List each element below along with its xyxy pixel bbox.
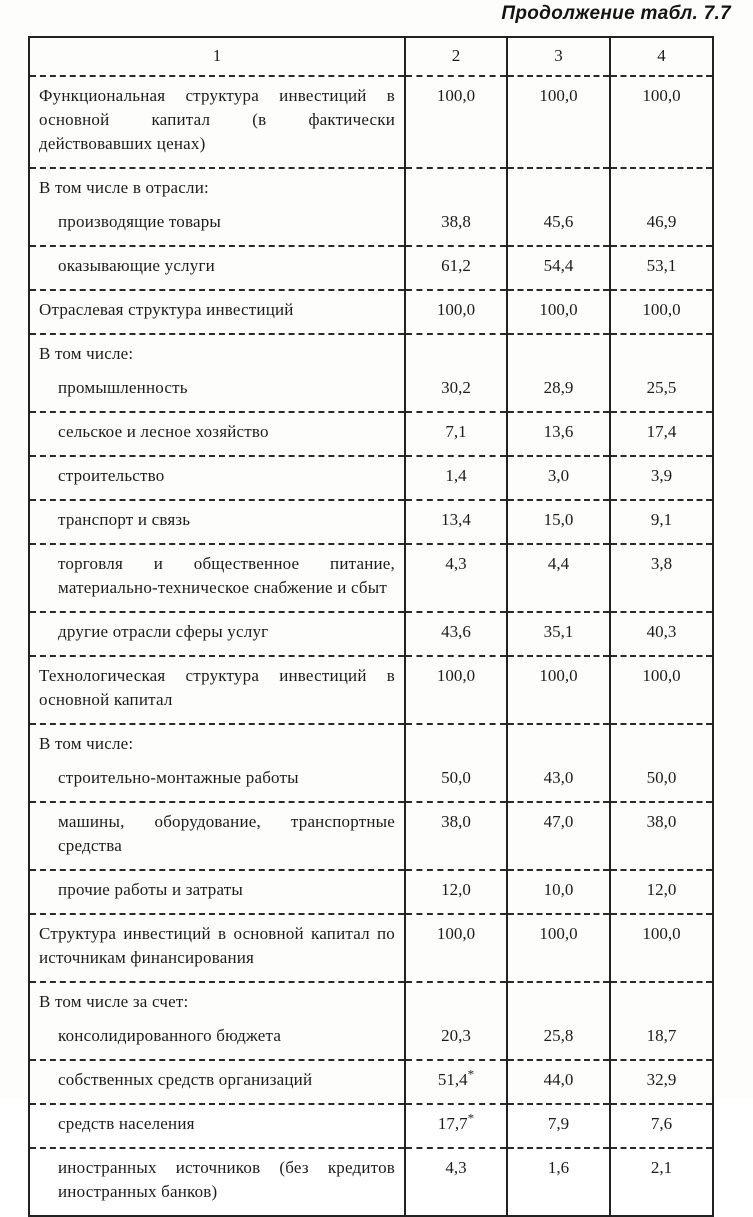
table-row — [29, 759, 713, 802]
table-header-row — [29, 37, 713, 76]
row-value-col-3: 44,0 — [507, 1060, 610, 1104]
column-header-4: 4 — [610, 37, 713, 76]
row-value-col-3: 100,0 — [507, 76, 610, 168]
row-value-col-2: 38,0 — [405, 802, 507, 870]
table-row — [29, 456, 713, 500]
row-value-col-4: 100,0 — [610, 290, 713, 334]
row-value-col-2: 13,4 — [405, 500, 507, 544]
row-label: другие отрасли сферы услуг — [29, 612, 405, 656]
row-label: оказывающие услуги — [29, 246, 405, 290]
row-value-col-2: 100,0 — [405, 914, 507, 982]
row-value-col-3: 3,0 — [507, 456, 610, 500]
row-label: Отраслевая структура инвестиций — [29, 290, 405, 334]
continuation-title: Продолжение табл. 7.7 — [501, 3, 731, 24]
row-value-col-3: 25,8 — [507, 1017, 610, 1060]
row-label: торговля и общественное питание, материально-техническое снабжение и сбыт — [29, 544, 405, 612]
row-value-col-3: 1,6 — [507, 1148, 610, 1216]
column-header-2: 2 — [405, 37, 507, 76]
row-value-col-2: 7,1 — [405, 412, 507, 456]
row-label: Технологическая структура инвестиций в основной капитал — [29, 656, 405, 724]
row-value-col-3 — [507, 334, 610, 369]
table-row — [29, 724, 713, 759]
row-value-col-3: 15,0 — [507, 500, 610, 544]
row-label: транспорт и связь — [29, 500, 405, 544]
row-value-col-4: 2,1 — [610, 1148, 713, 1216]
row-label: собственных средств организаций — [29, 1060, 405, 1104]
row-value-col-4: 100,0 — [610, 914, 713, 982]
row-value-col-3 — [507, 724, 610, 759]
table-row — [29, 914, 713, 982]
row-value-col-2: 51,4* — [405, 1060, 507, 1104]
table-row — [29, 656, 713, 724]
row-value-col-3 — [507, 982, 610, 1017]
table-row — [29, 870, 713, 914]
table-row — [29, 1017, 713, 1060]
footnote-asterisk: * — [467, 1066, 475, 1082]
table-row — [29, 982, 713, 1017]
row-value-col-2 — [405, 982, 507, 1017]
row-value-col-4: 32,9 — [610, 1060, 713, 1104]
row-value-col-2: 100,0 — [405, 656, 507, 724]
row-value-col-3: 100,0 — [507, 914, 610, 982]
row-value-col-2 — [405, 334, 507, 369]
row-value-col-4: 7,6 — [610, 1104, 713, 1148]
row-value-col-2: 4,3 — [405, 544, 507, 612]
row-value-col-2: 61,2 — [405, 246, 507, 290]
row-value-col-2: 12,0 — [405, 870, 507, 914]
row-value-col-4 — [610, 168, 713, 203]
row-value-col-3 — [507, 168, 610, 203]
row-value-col-4 — [610, 724, 713, 759]
investment-structure-table — [28, 36, 714, 1217]
row-label: строительство — [29, 456, 405, 500]
row-value-col-4 — [610, 982, 713, 1017]
row-value-col-4: 3,9 — [610, 456, 713, 500]
row-value-col-4: 9,1 — [610, 500, 713, 544]
row-value-col-2 — [405, 168, 507, 203]
row-value-col-4: 50,0 — [610, 759, 713, 802]
row-value-col-3: 10,0 — [507, 870, 610, 914]
row-label: строительно-монтажные работы — [29, 759, 405, 802]
row-value-col-2: 1,4 — [405, 456, 507, 500]
row-label: машины, оборудование, транспортные средства — [29, 802, 405, 870]
row-label: В том числе: — [39, 344, 134, 363]
row-value-col-3: 7,9 — [507, 1104, 610, 1148]
table-header — [29, 37, 713, 76]
row-value-col-3: 35,1 — [507, 612, 610, 656]
row-value-col-3: 54,4 — [507, 246, 610, 290]
row-value-col-4: 12,0 — [610, 870, 713, 914]
row-value-col-4: 18,7 — [610, 1017, 713, 1060]
row-label: Структура инвестиций в основной капитал по источникам финансирования — [29, 914, 405, 982]
row-label: иностранных источников (без кредитов иностранных банков) — [58, 1158, 395, 1201]
table-row — [29, 290, 713, 334]
row-value-col-3: 100,0 — [507, 290, 610, 334]
table-row — [29, 1060, 713, 1104]
row-label: сельское и лесное хозяйство — [29, 412, 405, 456]
row-value-col-2: 100,0 — [405, 290, 507, 334]
table-row — [29, 334, 713, 369]
table-row — [29, 369, 713, 412]
table-body — [29, 76, 713, 1216]
table-row — [29, 544, 713, 612]
row-value-col-3: 43,0 — [507, 759, 610, 802]
row-value-col-4: 17,4 — [610, 412, 713, 456]
row-value-col-2: 50,0 — [405, 759, 507, 802]
row-label: В том числе: — [39, 734, 134, 753]
row-label: производящие товары — [29, 203, 405, 246]
row-value-col-4: 25,5 — [610, 369, 713, 412]
table-row — [29, 802, 713, 870]
table-row — [29, 500, 713, 544]
table-row — [29, 246, 713, 290]
row-value-col-2: 100,0 — [405, 76, 507, 168]
row-value-col-2: 38,8 — [405, 203, 507, 246]
row-label: В том числе в отрасли: — [39, 178, 209, 197]
row-value-col-3: 47,0 — [507, 802, 610, 870]
row-value-col-4: 40,3 — [610, 612, 713, 656]
row-value-col-3: 4,4 — [507, 544, 610, 612]
table-row — [29, 1148, 713, 1216]
row-value-col-2: 17,7* — [405, 1104, 507, 1148]
row-value-col-2: 43,6 — [405, 612, 507, 656]
table-row — [29, 168, 713, 203]
column-header-3: 3 — [507, 37, 610, 76]
row-value-col-3: 13,6 — [507, 412, 610, 456]
table-row — [29, 412, 713, 456]
row-value-col-4: 100,0 — [610, 76, 713, 168]
table-row — [29, 76, 713, 168]
row-label: консолидированного бюджета — [29, 1017, 405, 1060]
column-header-1: 1 — [29, 37, 405, 76]
row-label: прочие работы и затраты — [29, 870, 405, 914]
table-row — [29, 612, 713, 656]
row-value-col-3: 100,0 — [507, 656, 610, 724]
row-label: средств населения — [29, 1104, 405, 1148]
footnote-asterisk: * — [467, 1110, 475, 1126]
row-value-col-3: 28,9 — [507, 369, 610, 412]
row-value-col-2: 20,3 — [405, 1017, 507, 1060]
row-label: Функциональная структура инвестиций в основной капитал (в фактически действовавших ценах) — [29, 76, 405, 168]
row-label: В том числе за счет: — [39, 992, 189, 1011]
row-label: промышленность — [29, 369, 405, 412]
row-value-col-4: 53,1 — [610, 246, 713, 290]
row-value-col-2: 30,2 — [405, 369, 507, 412]
row-value-col-3: 45,6 — [507, 203, 610, 246]
table-row — [29, 203, 713, 246]
row-value-col-4: 3,8 — [610, 544, 713, 612]
row-value-col-4: 100,0 — [610, 656, 713, 724]
row-value-col-4 — [610, 334, 713, 369]
table-row — [29, 1104, 713, 1148]
row-value-col-2: 4,3 — [405, 1148, 507, 1216]
row-value-col-4: 38,0 — [610, 802, 713, 870]
row-value-col-4: 46,9 — [610, 203, 713, 246]
row-value-col-2 — [405, 724, 507, 759]
